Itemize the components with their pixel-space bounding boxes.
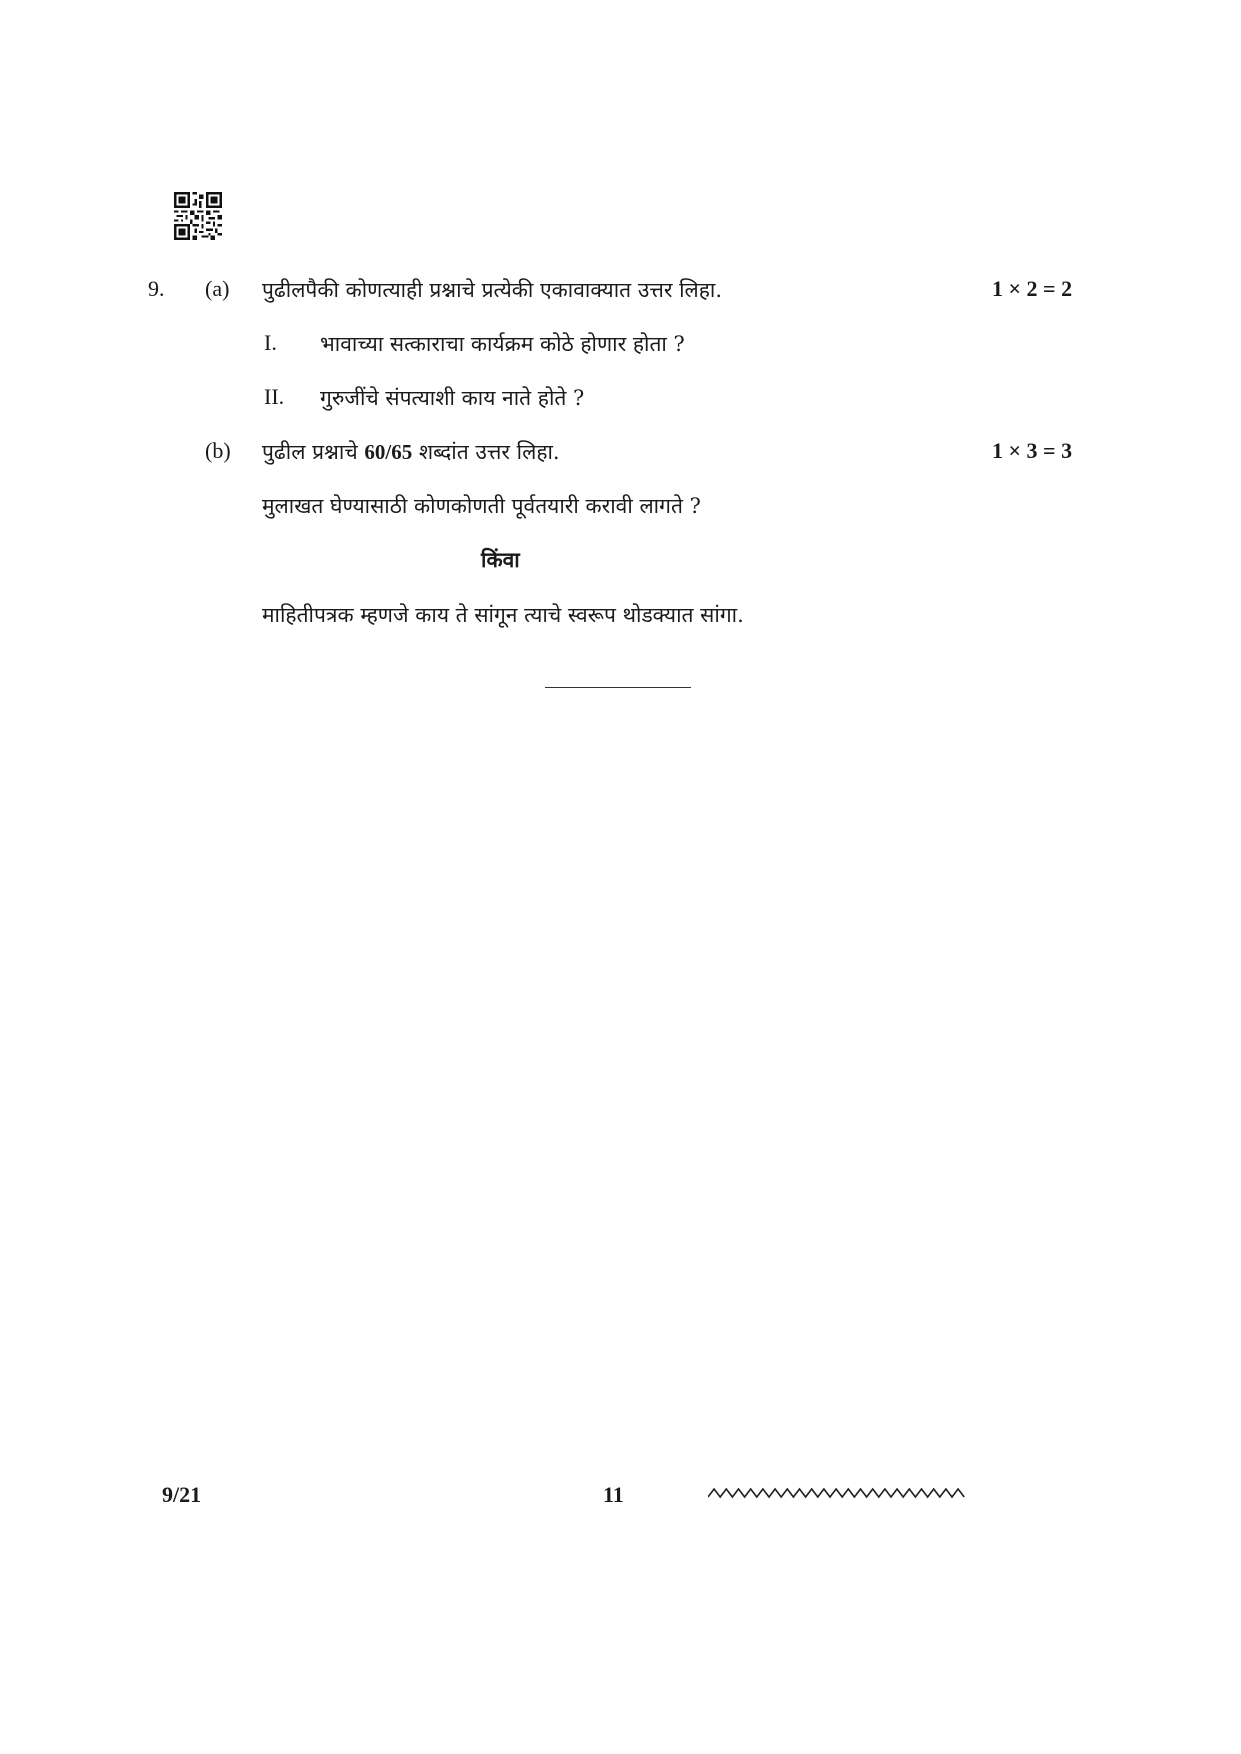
question-number: 9. [148, 276, 165, 301]
wavy-line-decoration [708, 1486, 966, 1500]
part-a-instruction: पुढीलपैकी कोणत्याही प्रश्नाचे प्रत्येकी एकावाक्यात उत्तर लिहा. [262, 278, 723, 302]
item-ii-text: गुरुजींचे संपत्याशी काय नाते होते ? [320, 386, 585, 410]
page-number: 11 [603, 1482, 624, 1507]
item-i-label: I. [264, 330, 277, 355]
qr-code [174, 192, 222, 240]
part-b-marks: 1 × 3 = 3 [992, 438, 1073, 463]
part-a-label: (a) [205, 276, 230, 301]
item-i-text: भावाच्या सत्काराचा कार्यक्रम कोठे होणार होता ? [320, 332, 685, 356]
part-b-label: (b) [205, 438, 231, 463]
part-b-question-1: मुलाखत घेण्यासाठी कोणकोणती पूर्वतयारी करावी लागते ? [262, 494, 701, 518]
item-ii-label: II. [264, 384, 285, 409]
part-b-instruction: पुढील प्रश्नाचे 60/65 शब्दांत उत्तर लिहा. [262, 440, 560, 464]
part-b-question-2: माहितीपत्रक म्हणजे काय ते सांगून त्याचे स्वरूप थोडक्यात सांगा. [262, 603, 744, 627]
paper-code: 9/21 [162, 1482, 202, 1507]
part-a-marks: 1 × 2 = 2 [992, 276, 1073, 301]
end-of-questions-rule [545, 687, 691, 688]
or-label: किंवा [481, 547, 520, 572]
